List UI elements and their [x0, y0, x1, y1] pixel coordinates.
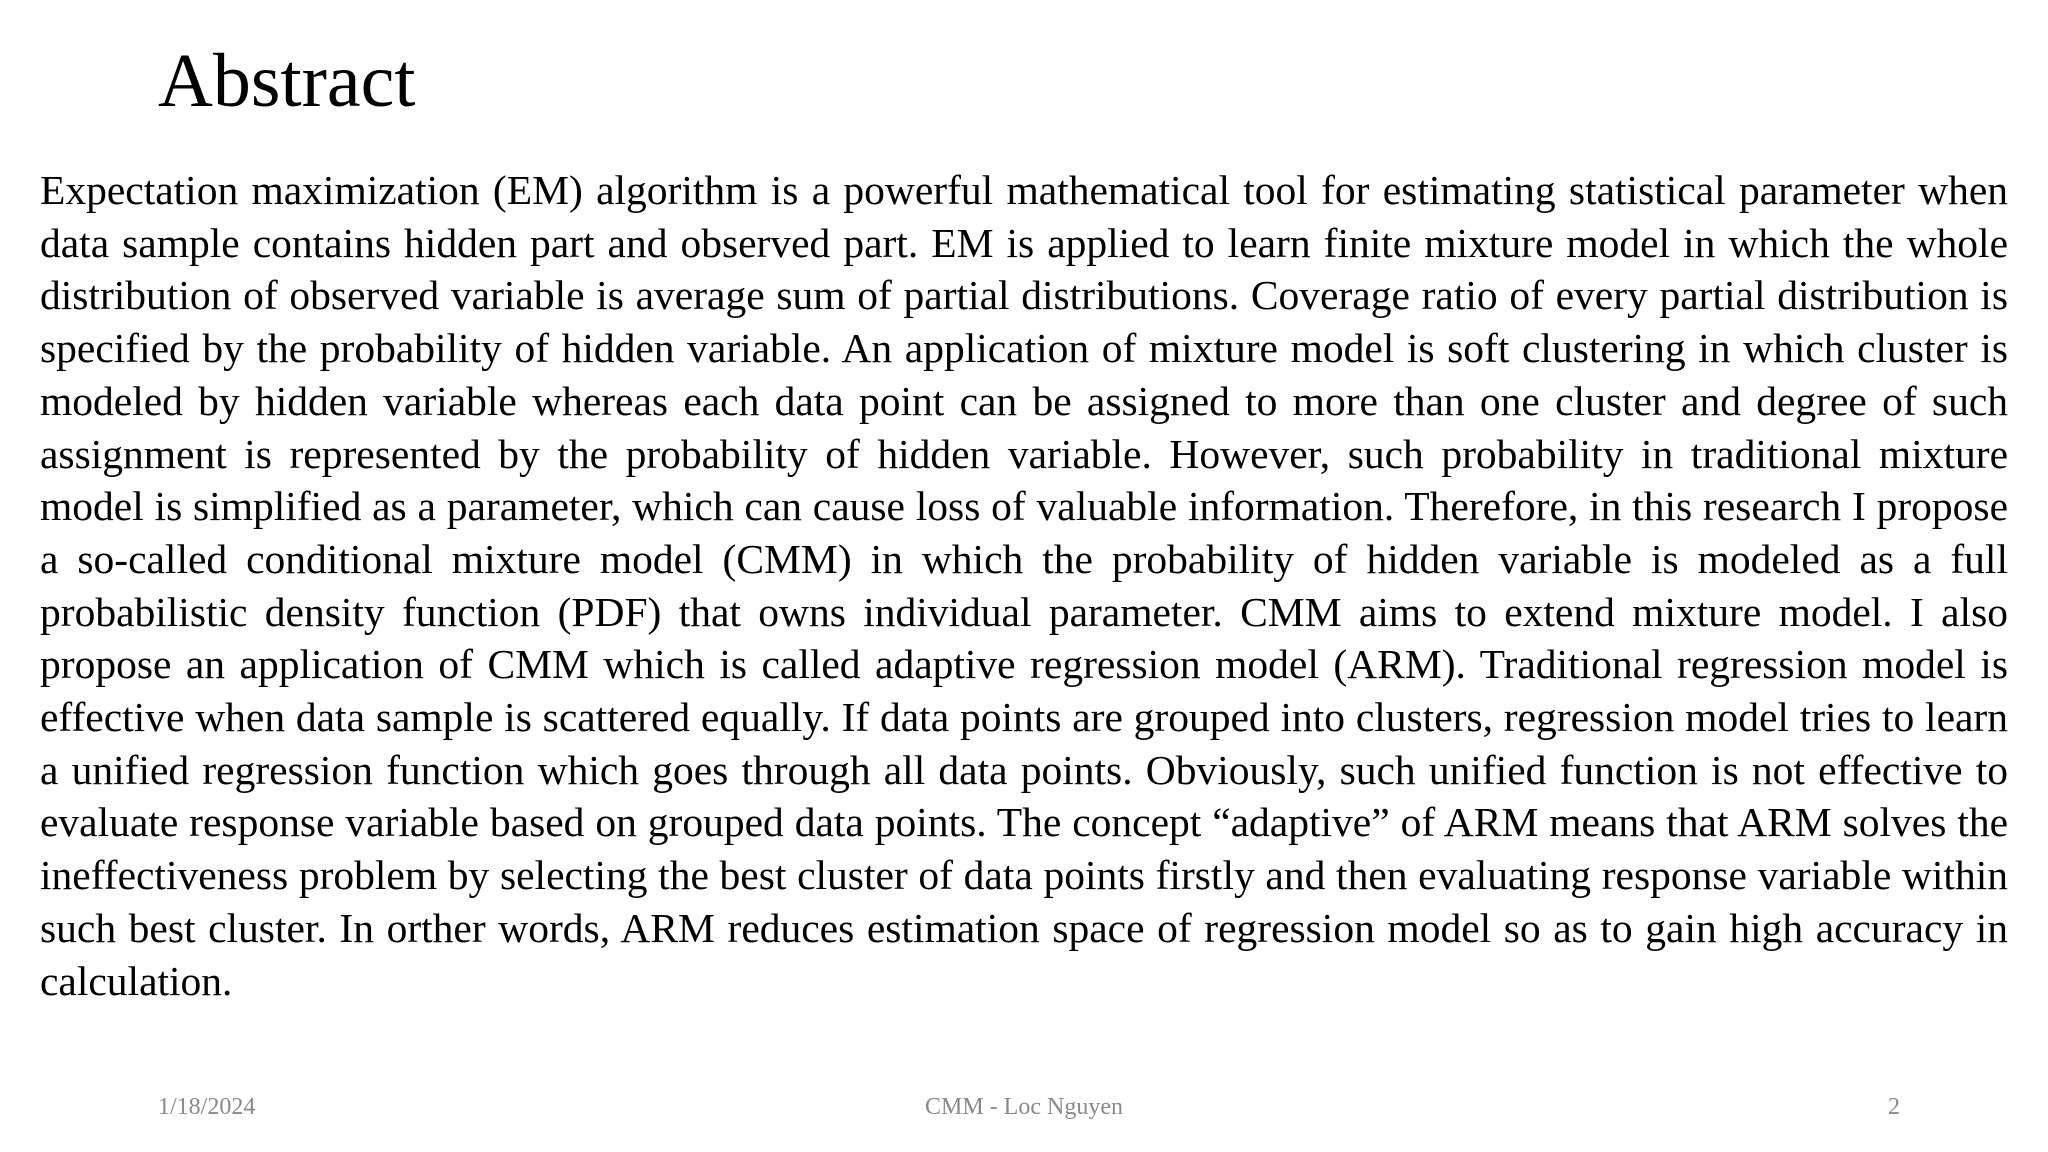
- abstract-body: Expectation maximization (EM) algorithm is a powerful mathematical tool for estimating statistical parameter when data sample contains hidden part and observed part. EM is applied to learn finite mixture model in which the whole distribution of observed variable is average sum of partial distributions. Coverage ratio of every partial distribution is specified by the probability of hidden variable. An application of mixture model is soft clustering in which cluster is modeled by hidden variable whereas each data point can be assigned to more than one cluster and degree of such assignment is represented by the probability of hidden variable. However, such probability in traditional mixture model is simplified as a parameter, which can cause loss of valuable information. Therefore, in this research I propose a so-called conditional mixture model (CMM) in which the probability of hidden variable is modeled as a full probabilistic density function (PDF) that owns individual parameter. CMM aims to extend mixture model. I also propose an application of CMM which is called adaptive regression model (ARM). Traditional regression model is effective when data sample is scattered equally. If data points are grouped into clusters, regression model tries to learn a unified regression function which goes through all data points. Obviously, such unified function is not effective to evaluate response variable based on grouped data points. The concept “adaptive” of ARM means that ARM solves the ineffectiveness problem by selecting the best cluster of data points firstly and then evaluating response variable within such best cluster. In orther words, ARM reduces estimation space of regression model so as to gain high accuracy in calculation.: [40, 167, 2008, 1004]
- slide-title: Abstract: [158, 39, 416, 123]
- footer-date: 1/18/2024: [158, 1094, 256, 1120]
- footer-author: CMM - Loc Nguyen: [925, 1094, 1123, 1120]
- page-number: 2: [1888, 1094, 1900, 1120]
